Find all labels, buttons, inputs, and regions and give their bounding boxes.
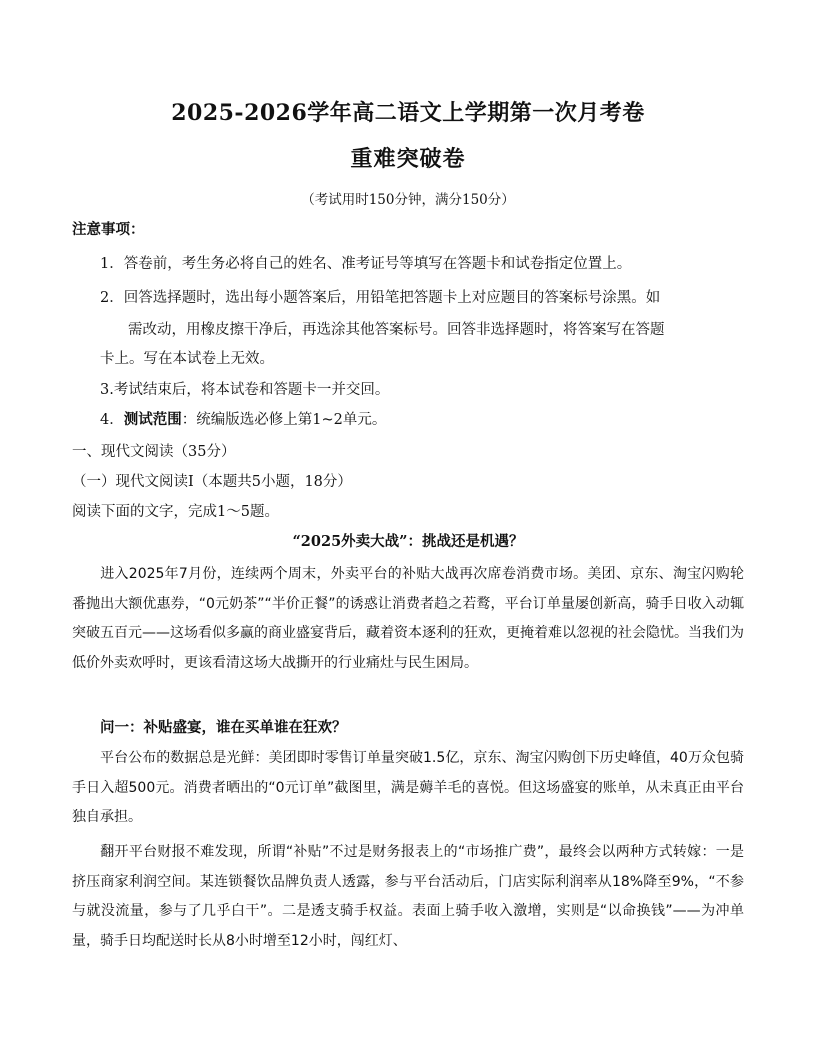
article-paragraph-2-text: 平台公布的数据总是光鲜：美团即时零售订单量突破1.5亿，京东、淘宝闪购创下历史峰值，40万众包骑手日入超500元。消费者晒出的“0元订单”截图里，满是薅羊毛的喜悦。但这场盛宴的账单，从未真正由平台独自承担。 <box>72 750 744 825</box>
question-1-heading: 问一：补贴盛宴，谁在买单谁在狂欢？ <box>100 719 347 736</box>
notes-item-1: 1．答卷前，考生务必将自己的姓名、准考证号等填写在答题卡和试卷指定位置上。 <box>100 256 632 272</box>
notes-heading: 注意事项： <box>72 221 145 238</box>
article-paragraph-1 <box>72 560 744 678</box>
reading-instruction: 阅读下面的文字，完成1～5题。 <box>72 504 279 520</box>
article-paragraph-3 <box>72 838 744 956</box>
article-title: “2025外卖大战”：挑战还是机遇？ <box>292 533 524 550</box>
notes-item-2-line-3: 卡上。写在本试卷上无效。 <box>100 351 274 367</box>
notes-item-4-label: 测试范围 <box>123 411 182 428</box>
notes-item-2-line-2: 需改动，用橡皮擦干净后，再选涂其他答案标号。回答非选择题时，将答案写在答题 <box>128 322 665 338</box>
section-heading: 一、现代文阅读（35分） <box>72 444 236 460</box>
article-paragraph-2 <box>72 744 744 833</box>
notes-item-4-prefix: 4． <box>100 412 124 428</box>
notes-item-4-text: ：统编版选必修上第1~2单元。 <box>181 412 387 428</box>
exam-title: 2025-2026学年高二语文上学期第一次月考卷 <box>171 100 645 126</box>
article-paragraph-3-text: 翻开平台财报不难发现，所谓“补贴”不过是财务报表上的“市场推广费”，最终会以两种方式转嫁：一是挤压商家利润空间。某连锁餐饮品牌负责人透露，参与平台活动后，门店实际利润率从18%降至9%，“不参与就没流量，参与了几乎白干”。二是透支骑手权益。表面上骑手收入激增，实则是“以命换钱”——为冲单量，骑手日均配送时长从8小时增至12小时，闯红灯、 <box>72 844 744 949</box>
section-sub-heading: （一）现代文阅读Ⅰ（本题共5小题，18分） <box>72 474 352 490</box>
notes-item-3: 3.考试结束后，将本试卷和答题卡一并交回。 <box>100 382 390 398</box>
notes-item-4 <box>100 408 386 429</box>
notes-item-2-line-1: 2．回答选择题时，选出每小题答案后，用铅笔把答题卡上对应题目的答案标号涂黑。如 <box>100 290 661 306</box>
article-paragraph-1-text: 进入2025年7月份，连续两个周末，外卖平台的补贴大战再次席卷消费市场。美团、京东、淘宝闪购轮番抛出大额优惠券，“0元奶茶”“半价正餐”的诱惑让消费者趋之若鹜，平台订单量屡创新高，骑手日收入动辄突破五百元——这场看似多赢的商业盛宴背后，藏着资本逐利的狂欢，更掩着难以忽视的社会隐忧。当我们为低价外卖欢呼时，更该看清这场大战撕开的行业痛灶与民生困局。 <box>72 566 744 671</box>
exam-subtitle: 重难突破卷 <box>350 146 466 172</box>
time-note: （考试用时150分钟，满分150分） <box>301 192 515 208</box>
